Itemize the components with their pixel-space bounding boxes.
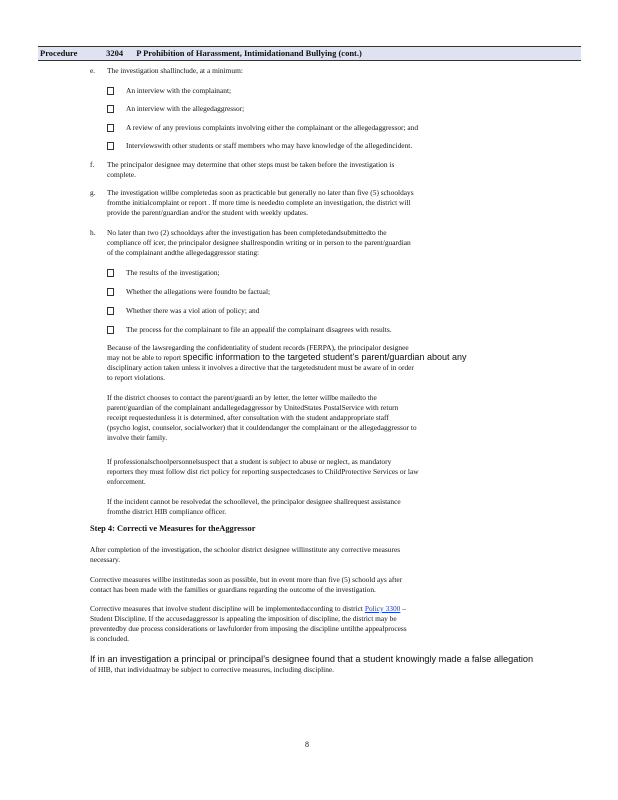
list-item: An interview with the allegedaggressor; bbox=[126, 104, 245, 113]
paragraph-fragment: may not be able to report bbox=[107, 353, 182, 362]
item-g-label: g. bbox=[90, 188, 96, 197]
paragraph-fragment: specific information to the targeted student’s parent/guardian about any bbox=[182, 352, 467, 362]
paragraph-line: (psycho logist, counselor, socialworker) that it couldendanger the complainant or the allegedaggressor to bbox=[107, 423, 417, 432]
paragraph-line: If the incident cannot be resolvedat the schoollevel, the principalor designee shallrequest assistance bbox=[107, 497, 401, 506]
list-item: Whether there was a viol ation of policy; and bbox=[126, 306, 260, 315]
paragraph-line: is concluded. bbox=[90, 634, 129, 643]
paragraph-line: preventedby due process considerations or lawfulorder from imposing the discipline untilthe appealprocess bbox=[90, 624, 407, 633]
paragraph-line bbox=[90, 604, 581, 614]
item-h-line: No later than two (2) schooldays after the investigation has been completedandsubmittedto the bbox=[107, 228, 387, 237]
bullet-icon bbox=[107, 287, 114, 297]
policy-3300-link[interactable]: Policy 3300 bbox=[364, 604, 401, 613]
list-item: A review of any previous complaints involving either the complainant or the allegedaggressor; and bbox=[126, 123, 419, 132]
procedure-label: Procedure bbox=[40, 48, 78, 58]
paragraph-fragment: Corrective measures that involve student discipline will be implementedaccording to district bbox=[90, 604, 363, 613]
item-e-label: e. bbox=[90, 66, 96, 75]
item-h-label: h. bbox=[90, 228, 96, 237]
paragraph-line: Student Discipline. If the accusedaggressor is appealing the imposition of discipline, the district may be bbox=[90, 614, 397, 623]
paragraph-fragment: – bbox=[400, 604, 406, 613]
paragraph-line: fromthe district HIB compliance officer. bbox=[107, 507, 227, 516]
bullet-icon bbox=[107, 123, 114, 133]
list-item: The process for the complainant to file an appealif the complainant disagrees with results. bbox=[126, 325, 392, 334]
step-4-heading: Step 4: Correcti ve Measures for theAggressor bbox=[90, 524, 256, 533]
paragraph-line: to report violations. bbox=[107, 373, 166, 382]
item-g-line: provide the parent/guardian and/or the student with weekly updates. bbox=[107, 208, 308, 217]
paragraph-line: receipt requestedunless it is determined, after consultation with the student andappropriate staff bbox=[107, 413, 389, 422]
item-f-line: The principalor designee may determine that other steps must be taken before the investigation is bbox=[107, 160, 395, 169]
paragraph-line: If in an investigation a principal or principal’s designee found that a student knowingly made a false allegation bbox=[90, 654, 534, 664]
bullet-icon bbox=[107, 86, 114, 96]
paragraph-line: Because of the lawsregarding the confidentiality of student records (FERPA), the principalor designee bbox=[107, 343, 409, 352]
bullet-icon bbox=[107, 268, 114, 278]
list-item: An interview with the complainant; bbox=[126, 86, 232, 95]
item-f-line: complete. bbox=[107, 170, 136, 179]
item-g-line: fromthe initialcomplaint or report . If more time is neededto complete an investigation, the district will bbox=[107, 198, 411, 207]
paragraph-line: contact has been made with the families or guardians regarding the outcome of the investigation. bbox=[90, 585, 376, 594]
bullet-icon bbox=[107, 104, 114, 114]
paragraph-line: involve their family. bbox=[107, 433, 168, 442]
paragraph-line: parent/guardian of the complainant andallegedaggressor by UnitedStates PostalService with return bbox=[107, 403, 399, 412]
procedure-title: P Prohibition of Harassment, Intimidationand Bullying (cont.) bbox=[136, 48, 362, 58]
bullet-icon bbox=[107, 141, 114, 151]
list-item: The results of the investigation; bbox=[126, 268, 220, 277]
procedure-header-bar bbox=[38, 46, 581, 61]
paragraph-line: reporters they must follow dist rict policy for reporting suspectedcases to ChildProtective Services or law bbox=[107, 467, 419, 476]
item-f-label: f. bbox=[90, 160, 95, 169]
list-item: Whether the allegations were foundto be factual; bbox=[126, 287, 271, 296]
item-h-line: compliance off icer, the principalor designee shallrespondin writing or in person to the parent/guardian bbox=[107, 238, 411, 247]
paragraph-line bbox=[107, 352, 581, 363]
page-number: 8 bbox=[305, 740, 309, 749]
bullet-icon bbox=[107, 325, 114, 335]
procedure-number: 3204 bbox=[106, 48, 124, 58]
paragraph-line: After completion of the investigation, the schoolor district designee willinstitute any corrective measures bbox=[90, 545, 401, 554]
item-e-text: The investigation shallinclude, at a minimum: bbox=[107, 66, 243, 75]
item-h-line: of the complainant andthe allegedaggressor stating: bbox=[107, 248, 260, 257]
paragraph-line: If the district chooses to contact the parent/guardi an by letter, the letter willbe mailedto the bbox=[107, 393, 377, 402]
paragraph-line: disciplinary action taken unless it involves a directive that the targetedstudent must be aware of in order bbox=[107, 363, 414, 372]
paragraph-line: Corrective measures willbe institutedas soon as possible, but in event more than five (5) schoold ays after bbox=[90, 575, 403, 584]
paragraph-line: enforcement. bbox=[107, 477, 146, 486]
paragraph-line: of HIB, that individualmay be subject to corrective measures, including discipline. bbox=[90, 665, 335, 674]
bullet-icon bbox=[107, 306, 114, 316]
paragraph-line: necessary. bbox=[90, 555, 121, 564]
list-item: Interviewswith other students or staff members who may have knowledge of the allegedincident. bbox=[126, 141, 413, 150]
item-g-line: The investigation willbe completedas soon as practicable but generally no later than five (5) schooldays bbox=[107, 188, 414, 197]
paragraph-line: If professionalschoolpersonnelsuspect that a student is subject to abuse or neglect, as mandatory bbox=[107, 457, 392, 466]
